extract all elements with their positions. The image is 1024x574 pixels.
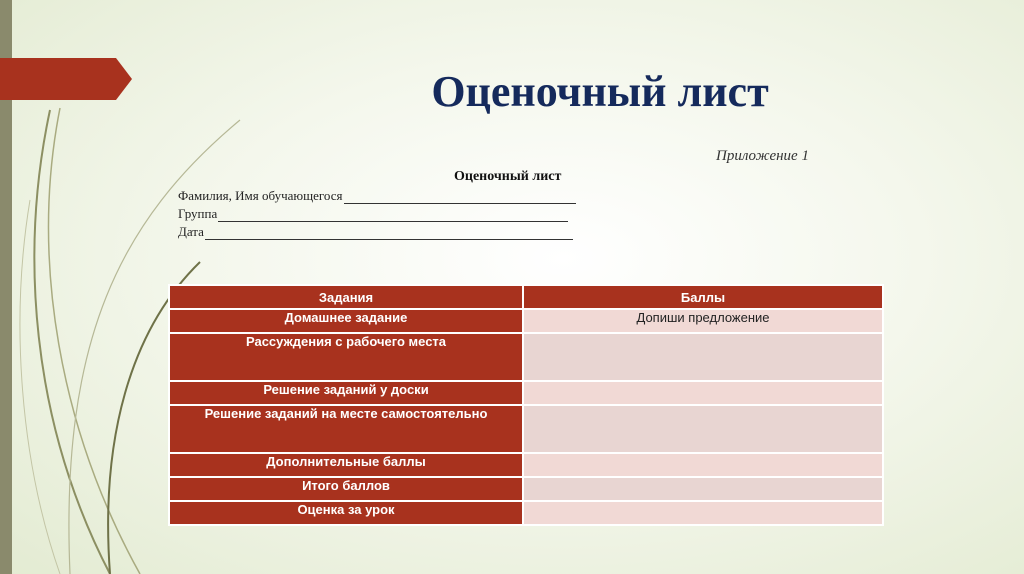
task-cell: Рассуждения с рабочего места bbox=[169, 333, 523, 381]
table-row bbox=[169, 453, 883, 477]
title-ribbon bbox=[0, 58, 132, 100]
name-field-line bbox=[344, 191, 576, 204]
score-cell: Допиши предложение bbox=[523, 309, 883, 333]
table-header-row bbox=[169, 285, 883, 309]
score-cell bbox=[523, 333, 883, 381]
header-scores: Баллы bbox=[523, 285, 883, 309]
task-cell: Дополнительные баллы bbox=[169, 453, 523, 477]
date-field-line bbox=[205, 227, 573, 240]
group-field bbox=[178, 206, 568, 222]
table-row bbox=[169, 333, 883, 381]
grading-table bbox=[168, 284, 884, 526]
group-field-line bbox=[218, 209, 568, 222]
name-field bbox=[178, 188, 576, 204]
score-cell bbox=[523, 381, 883, 405]
task-cell: Решение заданий на месте самостоятельно bbox=[169, 405, 523, 453]
table-row bbox=[169, 477, 883, 501]
task-cell: Домашнее задание bbox=[169, 309, 523, 333]
sheet-subtitle: Оценочный лист bbox=[454, 169, 562, 184]
table-row bbox=[169, 405, 883, 453]
task-cell: Итого баллов bbox=[169, 477, 523, 501]
table-row bbox=[169, 501, 883, 525]
date-field bbox=[178, 224, 573, 240]
task-cell: Решение заданий у доски bbox=[169, 381, 523, 405]
score-cell bbox=[523, 453, 883, 477]
score-cell bbox=[523, 405, 883, 453]
table-row bbox=[169, 381, 883, 405]
date-field-label: Дата bbox=[178, 224, 204, 239]
header-tasks: Задания bbox=[169, 285, 523, 309]
name-field-label: Фамилия, Имя обучающегося bbox=[178, 188, 343, 203]
score-cell bbox=[523, 477, 883, 501]
table-row bbox=[169, 309, 883, 333]
page-title: Оценочный лист bbox=[431, 67, 769, 116]
task-cell: Оценка за урок bbox=[169, 501, 523, 525]
score-cell bbox=[523, 501, 883, 525]
appendix-label: Приложение 1 bbox=[716, 148, 809, 164]
group-field-label: Группа bbox=[178, 206, 218, 221]
